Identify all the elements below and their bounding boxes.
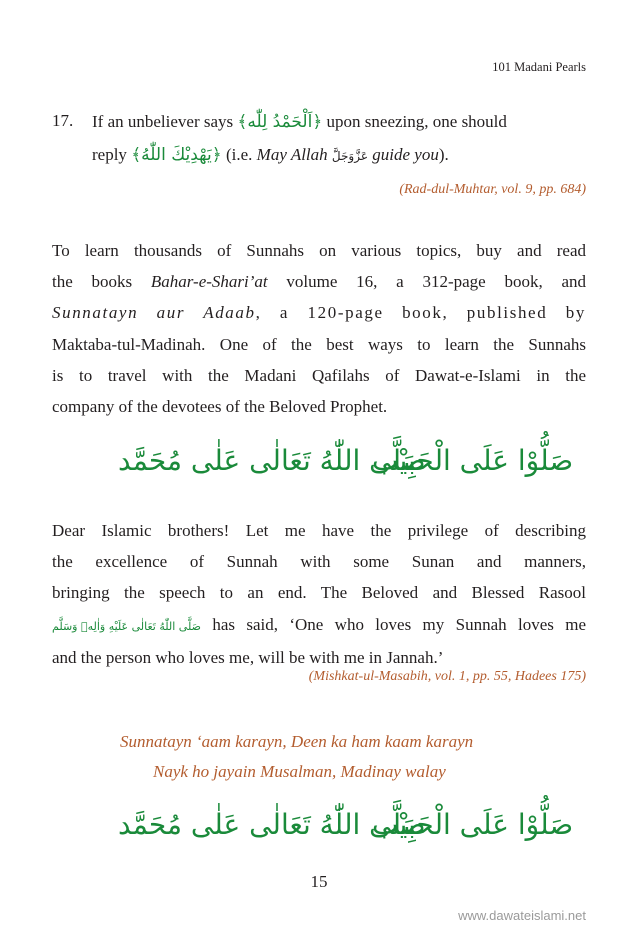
item-line2-pre: reply (92, 145, 127, 164)
salat-ala-muhammad: صَلَّى اللّٰهُ تَعَالٰى عَلٰى مُحَمَّد (118, 808, 426, 841)
arabic-yahdikallah: يَهْدِيْكَ اللّٰهُ (141, 145, 212, 165)
salat-row-1 (0, 444, 638, 484)
running-header: 101 Madani Pearls (492, 60, 586, 74)
reference-mishkat: (Mishkat-ul-Masabih, vol. 1, pp. 55, Hadees 175) (308, 669, 586, 684)
para2-line-1: Dear Islamic brothers! Let me have the privilege of describing (52, 521, 586, 540)
salat-ala-muhammad: صَلَّى اللّٰهُ تَعَالٰى عَلٰى مُحَمَّد (118, 444, 426, 477)
item-number: 17. (52, 111, 74, 130)
para1-line-3 (52, 297, 586, 328)
item-line1-post: upon sneezing, one should (326, 112, 507, 131)
para2-line-3: bringing the speech to an end. The Beloved and Blessed Rasool (52, 583, 586, 603)
book-title-sunnatayn: Sunnatayn aur Adaab (52, 303, 256, 323)
para1-line-4: Maktaba-tul-Madinah. One of the best ways to learn the Sunnahs (52, 334, 586, 354)
para1-line2-pre: the books (52, 272, 133, 292)
para2-line-2: the excellence of Sunnah with some Sunan and manners, (52, 552, 586, 572)
ornament-open-icon: ﴾ (131, 145, 142, 165)
item-line1-pre: If an unbeliever says (92, 112, 234, 131)
couplet-line-2: Nayk ho jayain Musalman, Madinay walay (153, 762, 446, 781)
ornament-close-icon: ﴿ (211, 145, 222, 165)
salat-row-2 (0, 808, 638, 848)
item-line2-italic: May Allah (256, 145, 328, 164)
para1-line-5: is to travel with the Madani Qafilahs of Dawat-e-Islami in the (52, 365, 586, 385)
sallu-alal-habib: صَلُّوْا عَلَى الْحَبِيْب (372, 444, 574, 477)
sallu-alal-habib: صَلُّوْا عَلَى الْحَبِيْب (372, 808, 574, 841)
arabic-honorific: عَزَّوَجَلَّ (331, 149, 368, 163)
paragraph-sunnahs (52, 235, 586, 422)
item-line2-italic2: guide you (372, 145, 439, 164)
footer-url: www.dawateislami.net (458, 908, 586, 923)
para1-line-1: To learn thousands of Sunnahs on various topics, buy and read (52, 241, 586, 260)
arabic-alhamdulillah: اَلْحَمْدُ لِلّٰه (247, 112, 313, 132)
page-number: 15 (310, 872, 328, 891)
reference-rad-dul-muhtar: (Rad-dul-Muhtar, vol. 9, pp. 684) (399, 182, 586, 197)
arabic-salutation: صَلَّى اللّٰهُ تَعَالٰى عَلَيْهِ وَاٰلِهٖ وَسَلَّم (52, 619, 201, 633)
ornament-close-icon: ﴿ (312, 112, 323, 132)
para1-line3-post: , a 120-page book, published by (255, 303, 586, 323)
para2-line4-post: has said, ‘One who loves my Sunnah loves me (212, 614, 586, 634)
item-line-2 (92, 144, 592, 165)
book-title-bahar: Bahar-e-Shari’at (150, 272, 268, 292)
couplet-line-1: Sunnatayn ‘aam karayn, Deen ka ham kaam karayn (120, 732, 474, 751)
para2-line-5: and the person who loves me, will be with me in Jannah.’ (52, 647, 444, 667)
paragraph-excellence (52, 515, 586, 673)
item-line2-end: ). (438, 145, 449, 164)
para1-line-6: company of the devotees of the Beloved Prophet. (52, 397, 388, 417)
item-line2-mid: (i.e. (225, 145, 253, 164)
ornament-open-icon: ﴾ (237, 112, 248, 132)
item-line-1 (92, 111, 592, 132)
para1-line2-post: volume 16, a 312-page book, and (286, 272, 586, 292)
para1-line-2 (52, 266, 586, 297)
para2-line-4 (52, 609, 586, 642)
